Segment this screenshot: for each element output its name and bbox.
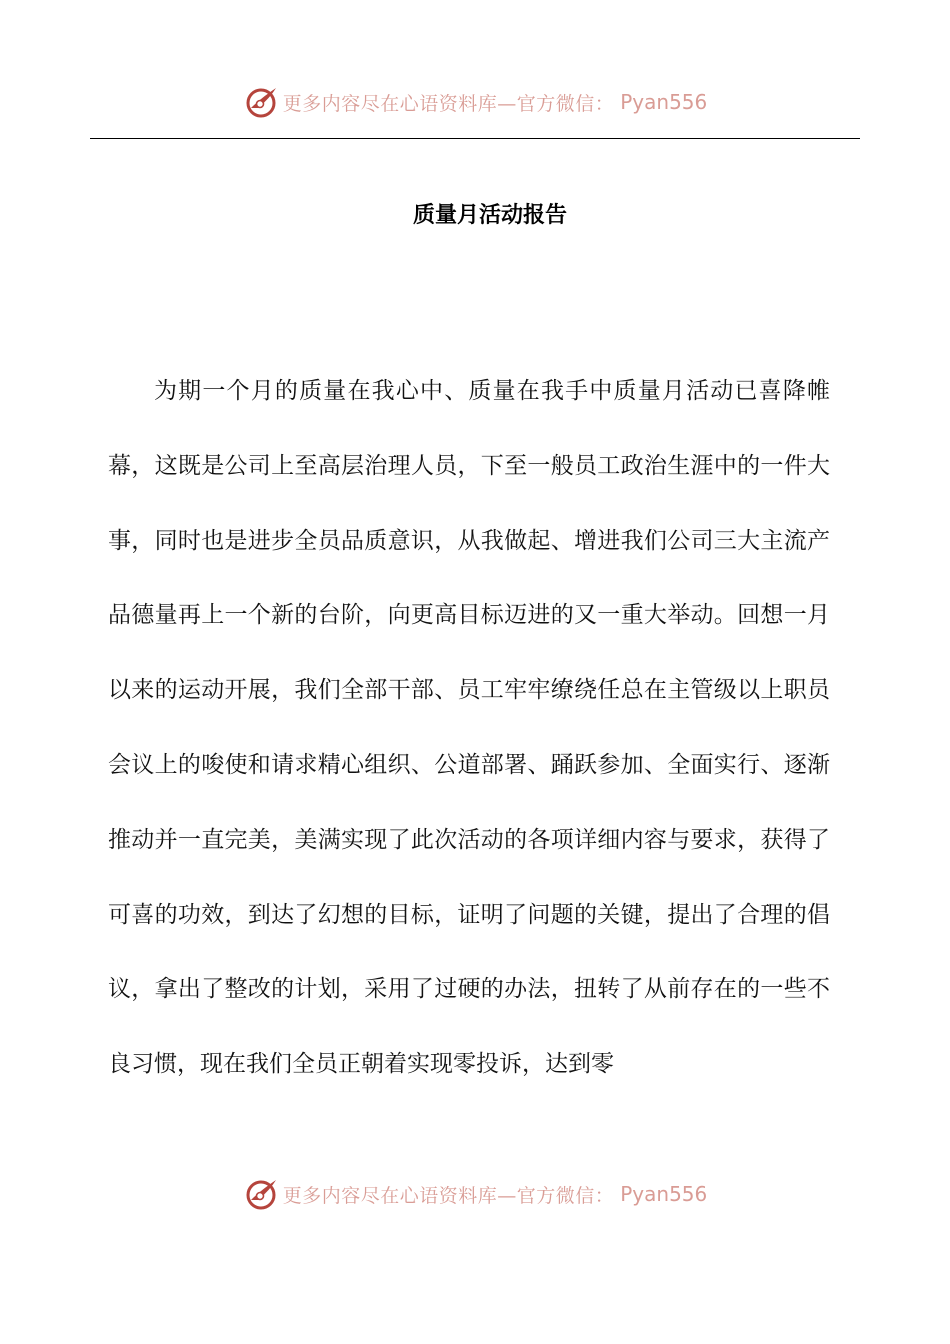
document-title: 质量月活动报告 — [412, 203, 567, 228]
header-brand-text: 更多内容尽在心语资料库—官方微信： — [282, 92, 615, 115]
quill-pen-logo-icon — [243, 84, 279, 120]
document-body — [108, 354, 830, 1102]
footer-brand-text: 更多内容尽在心语资料库—官方微信： — [282, 1184, 615, 1207]
header-divider — [90, 138, 860, 139]
quill-pen-logo-icon — [243, 1176, 279, 1212]
header-wechat-id: Pyan556 — [620, 90, 708, 114]
page-header — [0, 80, 950, 124]
body-paragraph: 为期一个月的质量在我心中、质量在我手中质量月活动已喜降帷幕，这既是公司上至高层治理人员，下至一般员工政治生涯中的一件大事，同时也是进步全员品质意识，从我做起、增进我们公司三大主流产品德量再上一个新的台阶，向更高目标迈进的又一重大举动。回想一月以来的运动开展，我们全部干部、员工牢牢缭绕任总在主管级以上职员会议上的唆使和请求精心组织、公道部署、踊跃参加、全面实行、逐渐推动并一直完美，美满实现了此次活动的各项详细内容与要求，获得了可喜的功效，到达了幻想的目标，证明了问题的关键，提出了合理的倡议，拿出了整改的计划，采用了过硬的办法，扭转了从前存在的一些不良习惯，现在我们全员正朝着实现零投诉，达到零 — [108, 378, 830, 1078]
header-brand — [243, 84, 708, 120]
footer-brand — [243, 1176, 708, 1212]
page-footer — [0, 1172, 950, 1216]
footer-wechat-id: Pyan556 — [620, 1182, 708, 1206]
